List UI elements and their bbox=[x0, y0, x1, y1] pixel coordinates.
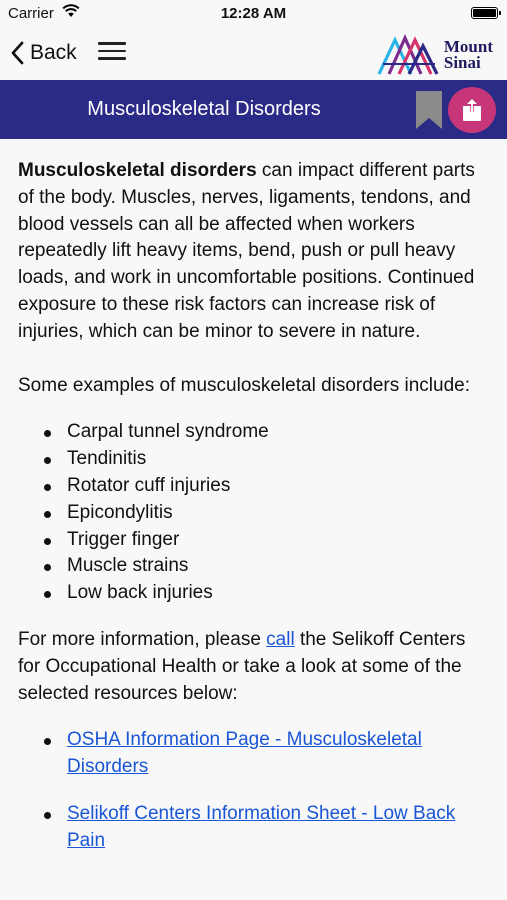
osha-info-link[interactable]: OSHA Information Page - Musculoskeletal Disorders bbox=[67, 729, 422, 778]
article-content bbox=[18, 158, 492, 875]
battery-icon bbox=[471, 7, 498, 19]
status-time: 12:28 AM bbox=[220, 5, 287, 22]
list-item: Low back injuries bbox=[18, 580, 492, 607]
examples-intro: Some examples of musculoskeletal disorders include: bbox=[18, 374, 470, 396]
list-item: Carpal tunnel syndrome bbox=[18, 419, 492, 446]
examples-list bbox=[18, 419, 492, 607]
intro-text: can impact different parts of the body. Muscles, nerves, ligaments, tendons, and blood vessels can all be affected when workers repeatedly lift heavy items, bend, push or pull heavy loads, and work in uncomfortable positions. Continued exposure to these risk factors can increase risk of injuries, which can be minor to severe in nature. bbox=[18, 160, 475, 342]
navigation-bar bbox=[0, 28, 507, 80]
bookmark-icon[interactable] bbox=[415, 90, 443, 130]
resource-item bbox=[18, 801, 492, 855]
resources-list bbox=[18, 727, 492, 854]
list-item: Muscle strains bbox=[18, 553, 492, 580]
list-item: Epicondylitis bbox=[18, 500, 492, 527]
status-bar bbox=[0, 0, 507, 28]
list-item: Tendinitis bbox=[18, 446, 492, 473]
hamburger-menu-icon[interactable] bbox=[98, 42, 126, 64]
list-item: Trigger finger bbox=[18, 527, 492, 554]
resource-item bbox=[18, 727, 492, 781]
logo-wordmark: Mount Sinai bbox=[443, 37, 493, 72]
list-item: Rotator cuff injuries bbox=[18, 473, 492, 500]
selikoff-info-link[interactable]: Selikoff Centers Information Sheet - Low Back Pain bbox=[67, 802, 456, 851]
share-button[interactable] bbox=[448, 87, 496, 133]
back-label: Back bbox=[30, 41, 77, 64]
back-button[interactable] bbox=[10, 36, 77, 70]
intro-bold-term: Musculoskeletal disorders bbox=[18, 160, 257, 181]
call-link[interactable]: call bbox=[266, 628, 295, 650]
mount-sinai-logo bbox=[377, 34, 493, 76]
mount-sinai-logo-icon bbox=[377, 34, 441, 76]
page-title: Musculoskeletal Disorders bbox=[87, 98, 321, 120]
carrier-label: Carrier bbox=[8, 5, 54, 22]
title-bar bbox=[0, 80, 507, 139]
share-icon bbox=[461, 98, 483, 122]
more-info-paragraph: For more information, please call the Selikoff Centers for Occupational Health or take a look at some of the selected resources below: bbox=[18, 628, 466, 704]
chevron-left-icon bbox=[10, 41, 24, 65]
intro-paragraph bbox=[18, 158, 492, 346]
